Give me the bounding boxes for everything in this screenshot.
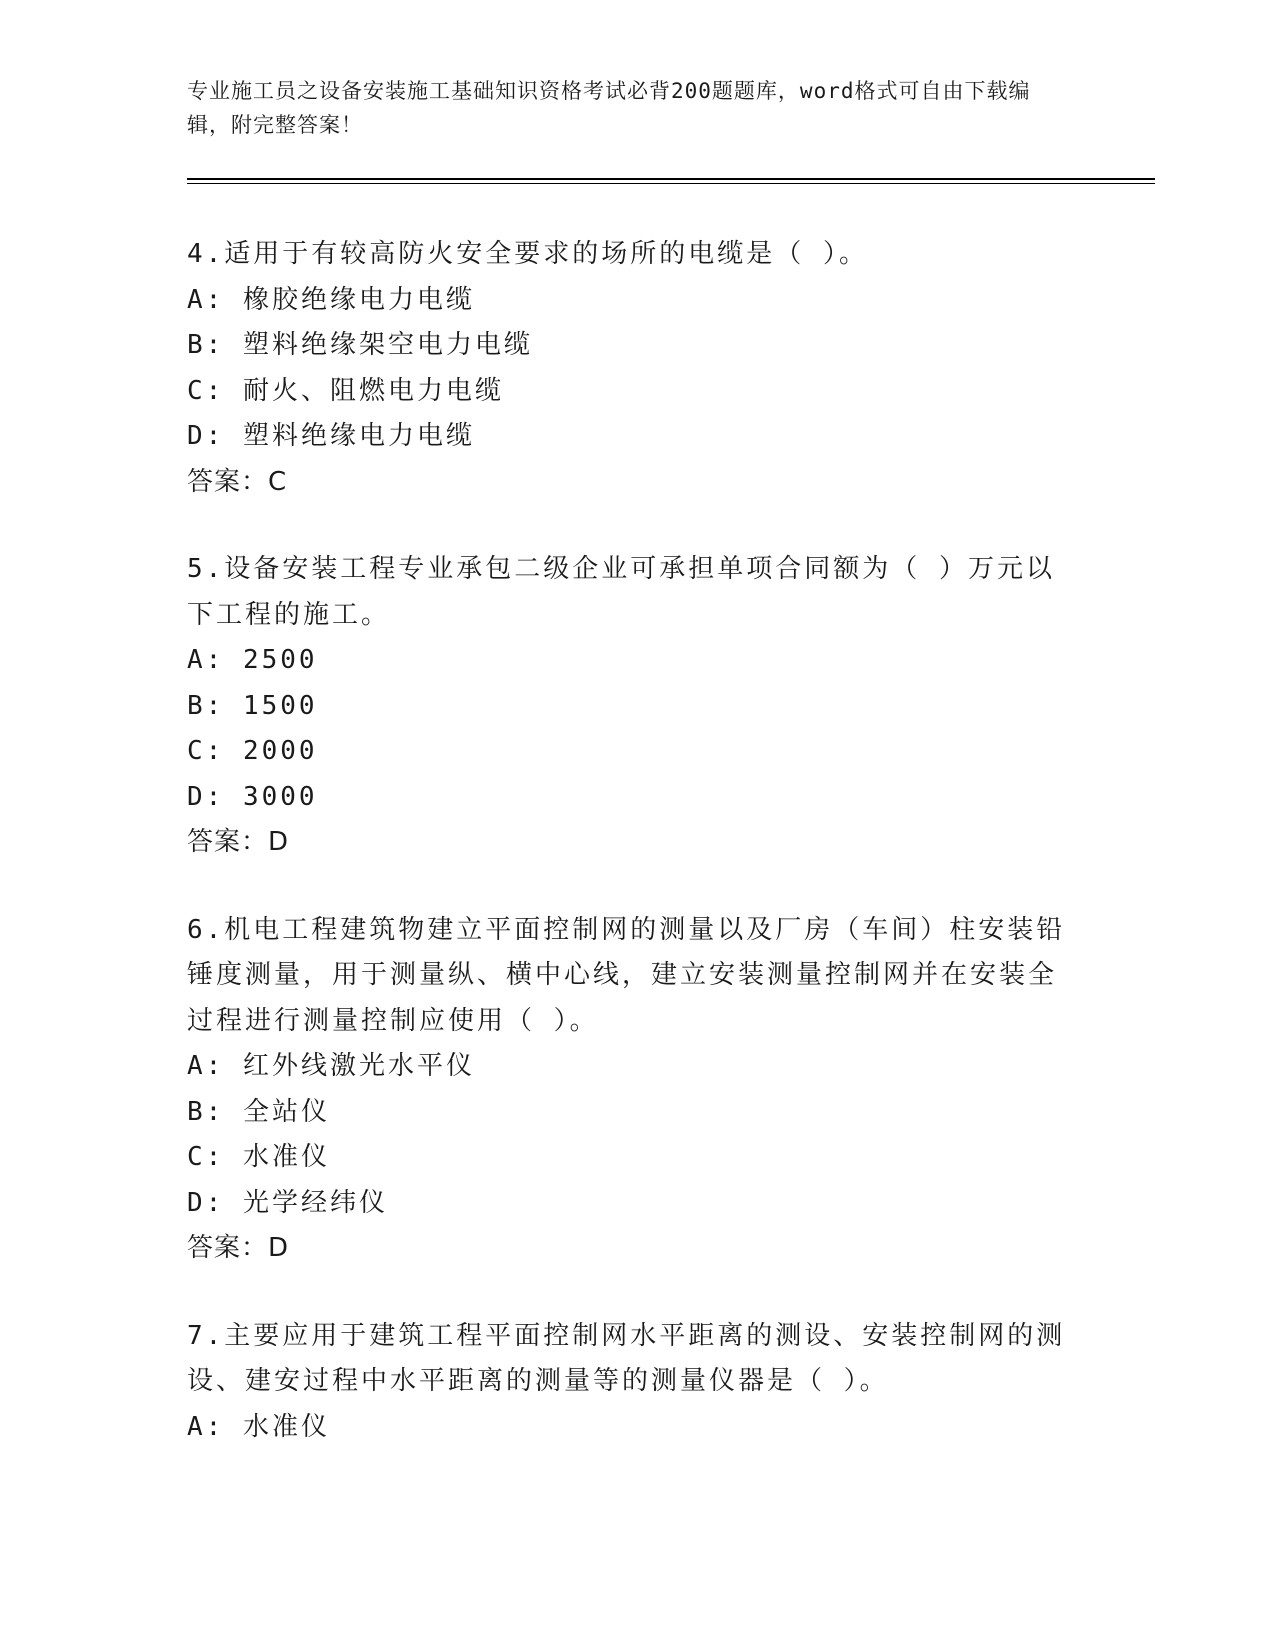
- question-5: [187, 547, 1087, 866]
- option-d: D: 3000: [187, 781, 318, 812]
- option-a: A: 红外线激光水平仪: [187, 1051, 475, 1081]
- option-c: C: 耐火、阻燃电力电缆: [187, 375, 504, 406]
- option-c: C: 水准仪: [187, 1142, 330, 1172]
- header-divider-thin: [187, 183, 1155, 184]
- question-list: [187, 232, 1087, 1492]
- answer-line: 答案：C: [187, 466, 288, 497]
- option-b: B: 全站仪: [187, 1096, 330, 1127]
- option-c: C: 2000: [187, 736, 318, 766]
- question-7: [187, 1314, 1087, 1451]
- header-divider-thick: [187, 178, 1155, 180]
- question-4: [187, 232, 1087, 505]
- question-stem: 6.机电工程建筑物建立平面控制网的测量以及厂房（车间）柱安装铅锤度测量，用于测量纵、横中心线，建立安装测量控制网并在安装全过程进行测量控制应使用（ ）。: [187, 914, 1066, 1036]
- option-b: B: 1500: [187, 690, 318, 721]
- option-a: A: 2500: [187, 645, 318, 675]
- answer-line: 答案：D: [187, 827, 290, 857]
- question-stem: 5.设备安装工程专业承包二级企业可承担单项合同额为（ ）万元以下工程的施工。: [187, 554, 1055, 630]
- option-d: D: 光学经纬仪: [187, 1187, 388, 1218]
- option-a: A: 橡胶绝缘电力电缆: [187, 284, 475, 315]
- option-b: B: 塑料绝缘架空电力电缆: [187, 330, 533, 360]
- option-a: A: 水准仪: [187, 1411, 330, 1442]
- option-d: D: 塑料绝缘电力电缆: [187, 421, 475, 451]
- question-stem: 4.适用于有较高防火安全要求的场所的电缆是（ ）。: [187, 239, 868, 269]
- question-stem: 7.主要应用于建筑工程平面控制网水平距离的测设、安装控制网的测设、建安过程中水平距离的测量等的测量仪器是（ ）。: [187, 1320, 1066, 1396]
- document-header: 专业施工员之设备安装施工基础知识资格考试必背200题题库，word格式可自由下载编辑，附完整答案！: [187, 79, 1031, 137]
- question-6: [187, 908, 1087, 1272]
- answer-line: 答案：D: [187, 1233, 290, 1263]
